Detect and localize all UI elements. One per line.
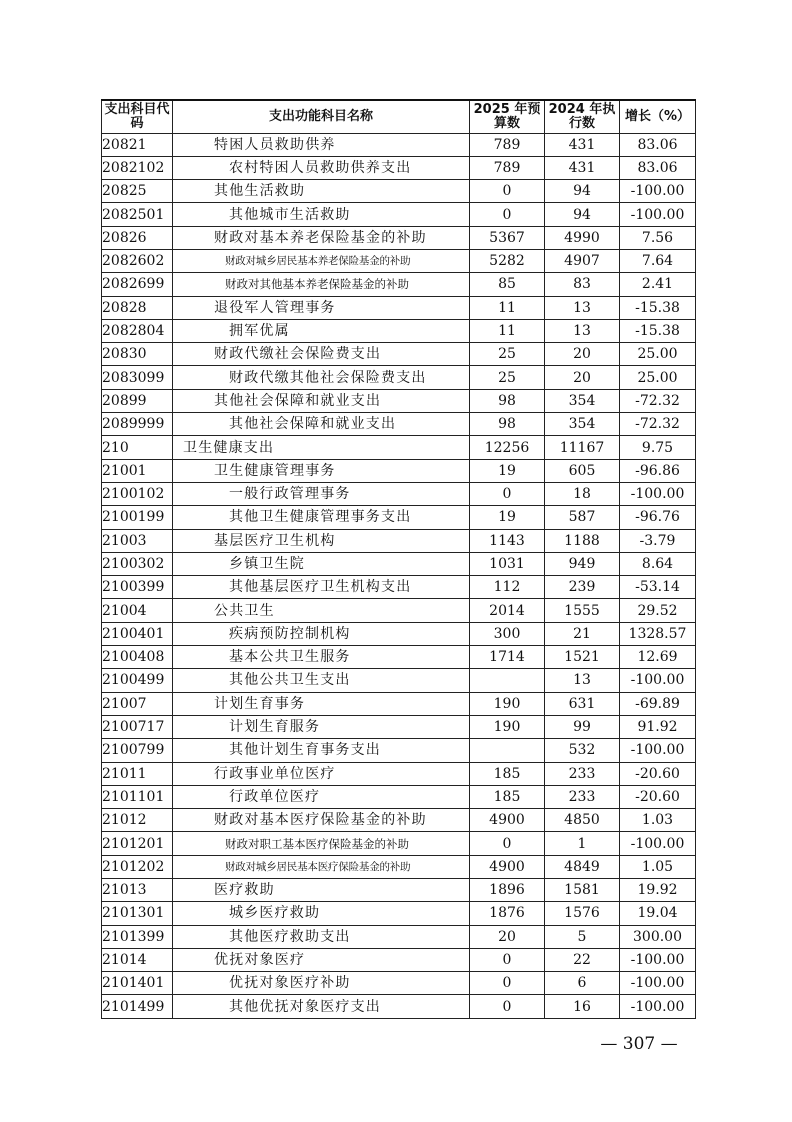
table-row: [102, 995, 696, 1018]
cell-budget-2025: 12256: [470, 436, 545, 459]
cell-growth: 8.64: [620, 552, 696, 575]
cell-growth: -3.79: [620, 529, 696, 552]
cell-code: 2101399: [102, 925, 173, 948]
cell-growth: -100.00: [620, 739, 696, 762]
table-row: [102, 529, 696, 552]
cell-exec-2024: 1581: [545, 879, 620, 902]
table-row: [102, 133, 696, 156]
page-number: — 307 —: [600, 1034, 678, 1054]
cell-code: 2101301: [102, 902, 173, 925]
table-row: [102, 389, 696, 412]
cell-exec-2024: 13: [545, 669, 620, 692]
cell-budget-2025: 0: [470, 995, 545, 1018]
cell-growth: 1.03: [620, 809, 696, 832]
table-row: [102, 296, 696, 319]
cell-budget-2025: 98: [470, 389, 545, 412]
table-row: [102, 692, 696, 715]
cell-budget-2025: 190: [470, 692, 545, 715]
cell-code: 2083099: [102, 366, 173, 389]
cell-name: 退役军人管理事务: [173, 296, 470, 319]
table-row: [102, 646, 696, 669]
cell-budget-2025: 98: [470, 413, 545, 436]
cell-code: 2082602: [102, 249, 173, 272]
cell-exec-2024: 631: [545, 692, 620, 715]
cell-code: 2100399: [102, 576, 173, 599]
cell-name: 其他计划生育事务支出: [173, 739, 470, 762]
cell-growth: -100.00: [620, 972, 696, 995]
table-row: [102, 249, 696, 272]
cell-growth: 12.69: [620, 646, 696, 669]
cell-exec-2024: 949: [545, 552, 620, 575]
cell-name: 卫生健康支出: [173, 436, 470, 459]
cell-growth: 7.56: [620, 226, 696, 249]
cell-code: 210: [102, 436, 173, 459]
table-body: [102, 133, 696, 1018]
cell-exec-2024: 354: [545, 389, 620, 412]
cell-budget-2025: 0: [470, 948, 545, 971]
cell-exec-2024: 16: [545, 995, 620, 1018]
cell-budget-2025: [470, 669, 545, 692]
cell-name: 其他卫生健康管理事务支出: [173, 506, 470, 529]
table-row: [102, 273, 696, 296]
cell-budget-2025: 19: [470, 459, 545, 482]
cell-name: 农村特困人员救助供养支出: [173, 156, 470, 179]
cell-code: 2089999: [102, 413, 173, 436]
cell-name: 基层医疗卫生机构: [173, 529, 470, 552]
cell-code: 2100408: [102, 646, 173, 669]
cell-code: 2100401: [102, 622, 173, 645]
budget-table: [101, 99, 696, 1019]
cell-growth: -72.32: [620, 413, 696, 436]
table-row: [102, 459, 696, 482]
cell-name: 财政对城乡居民基本养老保险基金的补助: [173, 249, 470, 272]
cell-code: 21013: [102, 879, 173, 902]
cell-code: 2100717: [102, 715, 173, 738]
table-row: [102, 506, 696, 529]
table-row: [102, 809, 696, 832]
cell-budget-2025: 0: [470, 482, 545, 505]
table-row: [102, 156, 696, 179]
cell-growth: -100.00: [620, 203, 696, 226]
table-row: [102, 482, 696, 505]
cell-budget-2025: 5367: [470, 226, 545, 249]
cell-budget-2025: 112: [470, 576, 545, 599]
cell-growth: 19.04: [620, 902, 696, 925]
header-budget-2025: 2025 年预算数: [470, 100, 545, 133]
cell-code: 2101202: [102, 855, 173, 878]
cell-name: 财政代缴其他社会保险费支出: [173, 366, 470, 389]
cell-code: 20821: [102, 133, 173, 156]
cell-code: 2101401: [102, 972, 173, 995]
cell-budget-2025: 20: [470, 925, 545, 948]
cell-name: 财政对基本养老保险基金的补助: [173, 226, 470, 249]
cell-exec-2024: 18: [545, 482, 620, 505]
cell-code: 20826: [102, 226, 173, 249]
table-header: [102, 100, 696, 133]
cell-growth: 25.00: [620, 366, 696, 389]
table-row: [102, 436, 696, 459]
cell-budget-2025: 11: [470, 319, 545, 342]
table-row: [102, 203, 696, 226]
cell-exec-2024: 20: [545, 366, 620, 389]
cell-growth: 7.64: [620, 249, 696, 272]
cell-budget-2025: 0: [470, 972, 545, 995]
cell-code: 21014: [102, 948, 173, 971]
cell-budget-2025: 11: [470, 296, 545, 319]
cell-growth: -15.38: [620, 296, 696, 319]
table-row: [102, 855, 696, 878]
cell-growth: -69.89: [620, 692, 696, 715]
cell-budget-2025: 789: [470, 133, 545, 156]
cell-growth: -20.60: [620, 762, 696, 785]
cell-code: 2101201: [102, 832, 173, 855]
cell-code: 2082804: [102, 319, 173, 342]
cell-code: 2101101: [102, 785, 173, 808]
cell-growth: 9.75: [620, 436, 696, 459]
table-row: [102, 715, 696, 738]
cell-exec-2024: 21: [545, 622, 620, 645]
table-row: [102, 622, 696, 645]
cell-budget-2025: 1714: [470, 646, 545, 669]
cell-exec-2024: 587: [545, 506, 620, 529]
cell-name: 计划生育事务: [173, 692, 470, 715]
cell-budget-2025: 19: [470, 506, 545, 529]
cell-name: 特困人员救助供养: [173, 133, 470, 156]
table-row: [102, 343, 696, 366]
cell-name: 财政代缴社会保险费支出: [173, 343, 470, 366]
cell-growth: 1328.57: [620, 622, 696, 645]
cell-name: 其他生活救助: [173, 180, 470, 203]
table-row: [102, 180, 696, 203]
cell-growth: -72.32: [620, 389, 696, 412]
cell-growth: 19.92: [620, 879, 696, 902]
table-row: [102, 599, 696, 622]
cell-exec-2024: 4990: [545, 226, 620, 249]
cell-code: 2100499: [102, 669, 173, 692]
cell-exec-2024: 1188: [545, 529, 620, 552]
cell-name: 财政对其他基本养老保险基金的补助: [173, 273, 470, 296]
cell-growth: -100.00: [620, 180, 696, 203]
cell-budget-2025: 1896: [470, 879, 545, 902]
cell-growth: -100.00: [620, 482, 696, 505]
cell-code: 2100199: [102, 506, 173, 529]
cell-growth: 83.06: [620, 133, 696, 156]
cell-budget-2025: 4900: [470, 809, 545, 832]
cell-code: 20825: [102, 180, 173, 203]
cell-budget-2025: 85: [470, 273, 545, 296]
table-row: [102, 902, 696, 925]
cell-name: 乡镇卫生院: [173, 552, 470, 575]
header-code: 支出科目代码: [102, 100, 173, 133]
cell-budget-2025: 2014: [470, 599, 545, 622]
cell-growth: 29.52: [620, 599, 696, 622]
cell-growth: -96.86: [620, 459, 696, 482]
cell-code: 2082501: [102, 203, 173, 226]
table-row: [102, 785, 696, 808]
header-growth: 增长（%）: [620, 100, 696, 133]
cell-exec-2024: 6: [545, 972, 620, 995]
cell-name: 基本公共卫生服务: [173, 646, 470, 669]
cell-name: 公共卫生: [173, 599, 470, 622]
table-row: [102, 879, 696, 902]
cell-exec-2024: 83: [545, 273, 620, 296]
table-row: [102, 319, 696, 342]
cell-budget-2025: 0: [470, 180, 545, 203]
cell-budget-2025: 1031: [470, 552, 545, 575]
cell-name: 财政对基本医疗保险基金的补助: [173, 809, 470, 832]
cell-growth: -100.00: [620, 669, 696, 692]
cell-budget-2025: 25: [470, 366, 545, 389]
cell-name: 其他社会保障和就业支出: [173, 389, 470, 412]
cell-exec-2024: 20: [545, 343, 620, 366]
cell-code: 2101499: [102, 995, 173, 1018]
table-row: [102, 925, 696, 948]
cell-exec-2024: 94: [545, 180, 620, 203]
cell-name: 卫生健康管理事务: [173, 459, 470, 482]
cell-exec-2024: 1521: [545, 646, 620, 669]
cell-name: 行政单位医疗: [173, 785, 470, 808]
table-row: [102, 762, 696, 785]
cell-exec-2024: 94: [545, 203, 620, 226]
cell-exec-2024: 354: [545, 413, 620, 436]
cell-code: 21004: [102, 599, 173, 622]
cell-code: 21003: [102, 529, 173, 552]
cell-exec-2024: 4849: [545, 855, 620, 878]
cell-name: 其他医疗救助支出: [173, 925, 470, 948]
table-row: [102, 413, 696, 436]
cell-code: 21011: [102, 762, 173, 785]
cell-budget-2025: 789: [470, 156, 545, 179]
cell-name: 优抚对象医疗: [173, 948, 470, 971]
cell-exec-2024: 233: [545, 785, 620, 808]
cell-name: 城乡医疗救助: [173, 902, 470, 925]
cell-name: 优抚对象医疗补助: [173, 972, 470, 995]
table-row: [102, 226, 696, 249]
cell-code: 21012: [102, 809, 173, 832]
cell-budget-2025: 4900: [470, 855, 545, 878]
cell-budget-2025: 5282: [470, 249, 545, 272]
cell-exec-2024: 13: [545, 296, 620, 319]
cell-exec-2024: 1576: [545, 902, 620, 925]
cell-exec-2024: 239: [545, 576, 620, 599]
cell-exec-2024: 5: [545, 925, 620, 948]
cell-growth: -100.00: [620, 995, 696, 1018]
cell-exec-2024: 4907: [545, 249, 620, 272]
cell-exec-2024: 532: [545, 739, 620, 762]
cell-growth: -100.00: [620, 832, 696, 855]
cell-name: 财政对职工基本医疗保险基金的补助: [173, 832, 470, 855]
cell-exec-2024: 11167: [545, 436, 620, 459]
cell-exec-2024: 1: [545, 832, 620, 855]
cell-name: 拥军优属: [173, 319, 470, 342]
cell-name: 其他公共卫生支出: [173, 669, 470, 692]
cell-exec-2024: 22: [545, 948, 620, 971]
cell-budget-2025: 0: [470, 203, 545, 226]
cell-name: 其他社会保障和就业支出: [173, 413, 470, 436]
cell-exec-2024: 431: [545, 156, 620, 179]
cell-budget-2025: 0: [470, 832, 545, 855]
cell-growth: -20.60: [620, 785, 696, 808]
cell-name: 医疗救助: [173, 879, 470, 902]
cell-growth: -53.14: [620, 576, 696, 599]
table-row: [102, 576, 696, 599]
cell-code: 21001: [102, 459, 173, 482]
cell-growth: -15.38: [620, 319, 696, 342]
table-row: [102, 972, 696, 995]
cell-code: 2100799: [102, 739, 173, 762]
cell-growth: 1.05: [620, 855, 696, 878]
cell-code: 21007: [102, 692, 173, 715]
cell-exec-2024: 233: [545, 762, 620, 785]
cell-budget-2025: 25: [470, 343, 545, 366]
cell-growth: -100.00: [620, 948, 696, 971]
header-name: 支出功能科目名称: [173, 100, 470, 133]
cell-budget-2025: [470, 739, 545, 762]
header-exec-2024: 2024 年执行数: [545, 100, 620, 133]
cell-name: 财政对城乡居民基本医疗保险基金的补助: [173, 855, 470, 878]
cell-budget-2025: 190: [470, 715, 545, 738]
table-row: [102, 366, 696, 389]
cell-code: 20830: [102, 343, 173, 366]
cell-growth: 83.06: [620, 156, 696, 179]
cell-code: 20828: [102, 296, 173, 319]
table-row: [102, 552, 696, 575]
cell-name: 疾病预防控制机构: [173, 622, 470, 645]
cell-budget-2025: 185: [470, 762, 545, 785]
cell-exec-2024: 431: [545, 133, 620, 156]
cell-name: 行政事业单位医疗: [173, 762, 470, 785]
cell-exec-2024: 1555: [545, 599, 620, 622]
cell-growth: 25.00: [620, 343, 696, 366]
cell-name: 一般行政管理事务: [173, 482, 470, 505]
cell-budget-2025: 1143: [470, 529, 545, 552]
cell-name: 其他优抚对象医疗支出: [173, 995, 470, 1018]
table-row: [102, 739, 696, 762]
table-row: [102, 832, 696, 855]
cell-name: 计划生育服务: [173, 715, 470, 738]
cell-exec-2024: 4850: [545, 809, 620, 832]
table-row: [102, 669, 696, 692]
cell-code: 2100102: [102, 482, 173, 505]
cell-name: 其他城市生活救助: [173, 203, 470, 226]
cell-budget-2025: 185: [470, 785, 545, 808]
cell-exec-2024: 99: [545, 715, 620, 738]
cell-code: 2082102: [102, 156, 173, 179]
table-row: [102, 948, 696, 971]
cell-exec-2024: 13: [545, 319, 620, 342]
cell-code: 20899: [102, 389, 173, 412]
cell-code: 2082699: [102, 273, 173, 296]
cell-code: 2100302: [102, 552, 173, 575]
cell-budget-2025: 1876: [470, 902, 545, 925]
cell-growth: 91.92: [620, 715, 696, 738]
cell-exec-2024: 605: [545, 459, 620, 482]
cell-growth: 300.00: [620, 925, 696, 948]
cell-budget-2025: 300: [470, 622, 545, 645]
cell-name: 其他基层医疗卫生机构支出: [173, 576, 470, 599]
cell-growth: -96.76: [620, 506, 696, 529]
cell-growth: 2.41: [620, 273, 696, 296]
